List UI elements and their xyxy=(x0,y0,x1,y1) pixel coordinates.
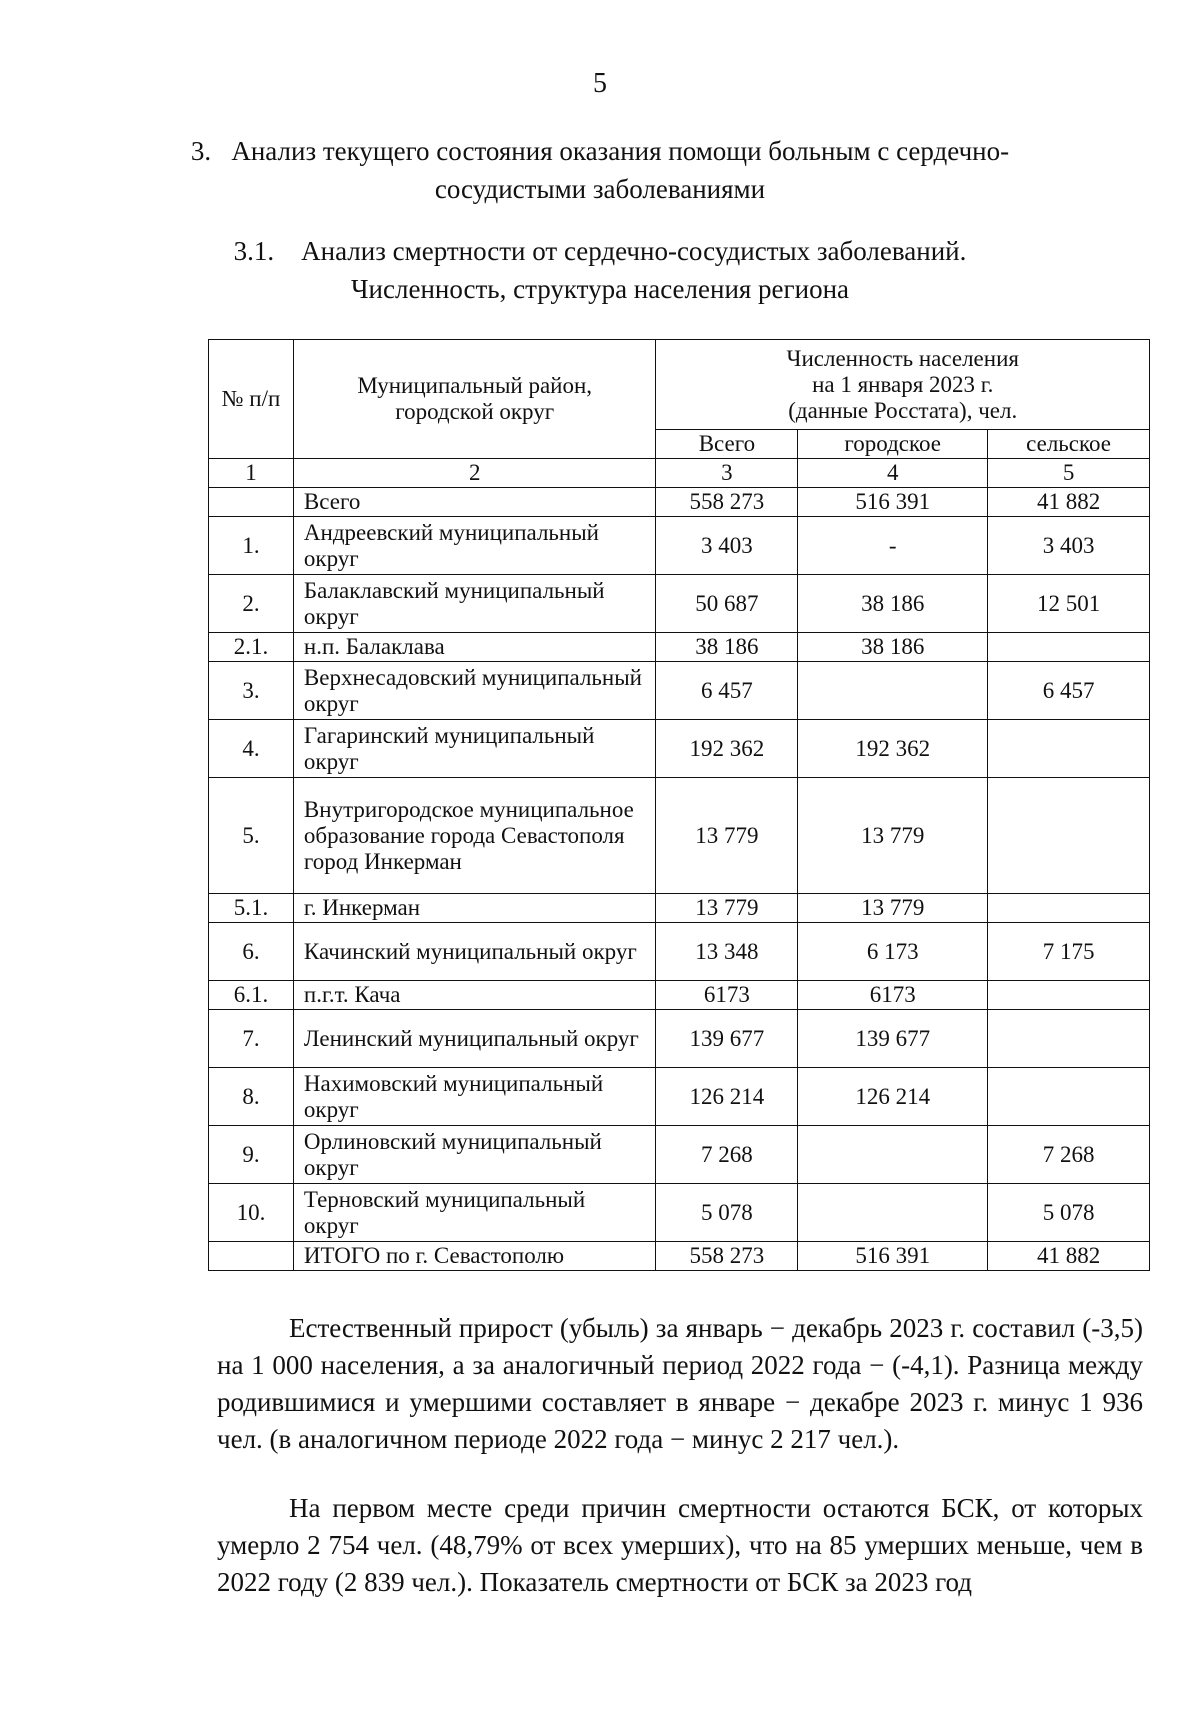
paragraph-mortality-causes: На первом месте среди причин смертности остаются БСК, от которых умерло 2 754 чел. (48,79% от всех умерших), что на 85 умерших меньше, чем в 2022 году (2 839 чел.). Показатель смертности от БСК за 2023 год xyxy=(217,1493,1143,1597)
table-row xyxy=(209,981,1150,1010)
row-rural-population xyxy=(988,1010,1150,1068)
row-total-population: 192 362 xyxy=(656,720,798,778)
row-urban-population: 139 677 xyxy=(798,1010,988,1068)
row-rural-population: 5 078 xyxy=(988,1184,1150,1242)
row-rural-population: 3 403 xyxy=(988,517,1150,575)
row-urban-population: 516 391 xyxy=(798,488,988,517)
row-total-population: 13 779 xyxy=(656,778,798,894)
row-number: 10. xyxy=(209,1184,294,1242)
table-row xyxy=(209,517,1150,575)
row-number: 5. xyxy=(209,778,294,894)
row-number: 7. xyxy=(209,1010,294,1068)
table-row xyxy=(209,488,1150,517)
row-district-name: н.п. Балаклава xyxy=(293,633,656,662)
row-rural-population xyxy=(988,1068,1150,1126)
row-rural-population xyxy=(988,778,1150,894)
table-row xyxy=(209,923,1150,981)
row-district-name: Всего xyxy=(293,488,656,517)
row-number: 2.1. xyxy=(209,633,294,662)
row-rural-population xyxy=(988,633,1150,662)
row-district-name: г. Инкерман xyxy=(293,894,656,923)
row-district-name: Гагаринский муниципальный округ xyxy=(293,720,656,778)
row-urban-population xyxy=(798,1184,988,1242)
row-district-name: Орлиновский муниципальный округ xyxy=(293,1126,656,1184)
table-row xyxy=(209,778,1150,894)
row-total-population: 13 779 xyxy=(656,894,798,923)
table-row xyxy=(209,1010,1150,1068)
row-total-population: 126 214 xyxy=(656,1068,798,1126)
col-number-2: 2 xyxy=(293,459,656,488)
row-urban-population: - xyxy=(798,517,988,575)
row-number: 2. xyxy=(209,575,294,633)
section-heading-3-1 xyxy=(0,232,1200,308)
row-number: 3. xyxy=(209,662,294,720)
row-number: 6.1. xyxy=(209,981,294,1010)
row-total-population: 3 403 xyxy=(656,517,798,575)
paragraph-natural-growth: Естественный прирост (убыль) за январь − декабрь 2023 г. составил (-3,5) на 1 000 населения, а за аналогичный период 2022 года − (-4,1). Разница между родившимися и умершими составляет в январе − декабре 2023 г. минус 1 936 чел. (в аналогичном периоде 2022 года − минус 2 217 чел.). xyxy=(217,1313,1143,1454)
row-district-name: Внутригородское муниципальное образование города Севастополя город Инкерман xyxy=(293,778,656,894)
row-number xyxy=(209,488,294,517)
row-urban-population: 126 214 xyxy=(798,1068,988,1126)
row-rural-population: 6 457 xyxy=(988,662,1150,720)
section-heading-3 xyxy=(0,132,1200,208)
row-total-population: 6 457 xyxy=(656,662,798,720)
col-number-4: 4 xyxy=(798,459,988,488)
row-total-population: 139 677 xyxy=(656,1010,798,1068)
header-urban: городское xyxy=(798,430,988,459)
row-urban-population: 38 186 xyxy=(798,633,988,662)
row-urban-population xyxy=(798,1126,988,1184)
row-district-name: Качинский муниципальный округ xyxy=(293,923,656,981)
row-number: 6. xyxy=(209,923,294,981)
row-number: 9. xyxy=(209,1126,294,1184)
row-urban-population: 13 779 xyxy=(798,894,988,923)
row-rural-population: 41 882 xyxy=(988,1242,1150,1271)
row-number: 8. xyxy=(209,1068,294,1126)
header-no: № п/п xyxy=(209,340,294,459)
row-total-population: 50 687 xyxy=(656,575,798,633)
header-population-line3: (данные Росстата), чел. xyxy=(788,397,1018,423)
header-population-line1: Численность населения xyxy=(786,345,1019,371)
row-rural-population: 41 882 xyxy=(988,488,1150,517)
row-urban-population: 192 362 xyxy=(798,720,988,778)
row-urban-population: 516 391 xyxy=(798,1242,988,1271)
table-row xyxy=(209,1068,1150,1126)
table-row xyxy=(209,720,1150,778)
header-total: Всего xyxy=(656,430,798,459)
table-row xyxy=(209,575,1150,633)
row-district-name: Балаклавский муниципальный округ xyxy=(293,575,656,633)
row-total-population: 7 268 xyxy=(656,1126,798,1184)
section-heading-3-1-line1: 3.1. Анализ смертности от сердечно-сосудистых заболеваний. xyxy=(233,236,967,266)
row-total-population: 6173 xyxy=(656,981,798,1010)
col-number-3: 3 xyxy=(656,459,798,488)
header-rural: сельское xyxy=(988,430,1150,459)
section-heading-3-line1: 3. Анализ текущего состояния оказания помощи больным с сердечно- xyxy=(190,136,1010,166)
table-row xyxy=(209,1242,1150,1271)
row-rural-population: 12 501 xyxy=(988,575,1150,633)
page-number: 5 xyxy=(593,68,607,99)
row-rural-population: 7 268 xyxy=(988,1126,1150,1184)
header-district-line1: Муниципальный район, xyxy=(357,373,593,398)
row-district-name: п.г.т. Кача xyxy=(293,981,656,1010)
row-total-population: 558 273 xyxy=(656,1242,798,1271)
section-heading-3-line2: сосудистыми заболеваниями xyxy=(434,174,766,204)
table-row xyxy=(209,662,1150,720)
header-district xyxy=(293,340,656,459)
row-number: 5.1. xyxy=(209,894,294,923)
row-rural-population xyxy=(988,894,1150,923)
header-population xyxy=(656,340,1150,430)
row-rural-population xyxy=(988,720,1150,778)
row-district-name: Ленинский муниципальный округ xyxy=(293,1010,656,1068)
row-total-population: 38 186 xyxy=(656,633,798,662)
row-number: 1. xyxy=(209,517,294,575)
population-table xyxy=(208,339,1150,1271)
row-number xyxy=(209,1242,294,1271)
row-district-name: Терновский муниципальный округ xyxy=(293,1184,656,1242)
section-heading-3-1-line2: Численность, структура населения региона xyxy=(351,274,849,304)
table-row xyxy=(209,1126,1150,1184)
col-number-1: 1 xyxy=(209,459,294,488)
row-urban-population: 6173 xyxy=(798,981,988,1010)
row-urban-population: 6 173 xyxy=(798,923,988,981)
row-number: 4. xyxy=(209,720,294,778)
table-row xyxy=(209,1184,1150,1242)
row-district-name: Нахимовский муниципальный округ xyxy=(293,1068,656,1126)
row-rural-population xyxy=(988,981,1150,1010)
col-number-5: 5 xyxy=(988,459,1150,488)
row-total-population: 5 078 xyxy=(656,1184,798,1242)
row-total-population: 13 348 xyxy=(656,923,798,981)
row-urban-population xyxy=(798,662,988,720)
header-district-line2: городской округ xyxy=(395,399,555,424)
row-urban-population: 13 779 xyxy=(798,778,988,894)
row-total-population: 558 273 xyxy=(656,488,798,517)
row-urban-population: 38 186 xyxy=(798,575,988,633)
row-rural-population: 7 175 xyxy=(988,923,1150,981)
header-population-line2: на 1 января 2023 г. xyxy=(812,371,994,397)
row-district-name: Андреевский муниципальный округ xyxy=(293,517,656,575)
row-district-name: Верхнесадовский муниципальный округ xyxy=(293,662,656,720)
row-district-name: ИТОГО по г. Севастополю xyxy=(293,1242,656,1271)
table-row xyxy=(209,633,1150,662)
table-row xyxy=(209,894,1150,923)
